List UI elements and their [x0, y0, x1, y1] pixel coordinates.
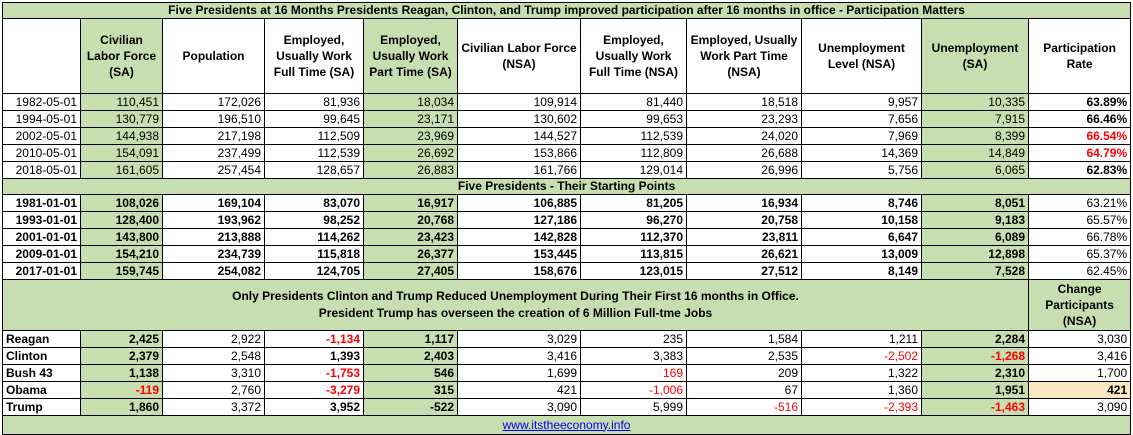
data-cell: 144,527 [458, 128, 581, 145]
data-cell: 3,090 [1029, 399, 1131, 416]
data-cell: 3,090 [458, 399, 581, 416]
header-cell: Civilian Labor Force (SA) [81, 19, 163, 94]
data-cell: 3,029 [458, 331, 581, 348]
data-cell: 2,425 [81, 331, 163, 348]
data-cell: 27,405 [364, 263, 458, 280]
data-cell: 20,768 [364, 212, 458, 229]
row-label-cell: 2018-05-01 [3, 162, 81, 179]
data-cell: -516 [687, 399, 802, 416]
data-cell: 254,082 [163, 263, 265, 280]
header-cell: Civilian Labor Force (NSA) [458, 19, 581, 94]
data-cell: 421 [1029, 382, 1131, 399]
data-cell: -3,279 [265, 382, 364, 399]
data-cell: 8,399 [922, 128, 1029, 145]
table-row [3, 212, 1131, 229]
data-cell: 154,210 [81, 246, 163, 263]
data-cell: 1,699 [458, 365, 581, 382]
data-cell: 106,885 [458, 195, 581, 212]
data-cell: 129,014 [581, 162, 687, 179]
data-cell: 161,766 [458, 162, 581, 179]
report-table [2, 2, 1131, 435]
data-cell: 10,335 [922, 94, 1029, 111]
data-cell: 196,510 [163, 111, 265, 128]
row-label-cell: Trump [3, 399, 81, 416]
data-cell: 7,969 [802, 128, 922, 145]
data-cell: 127,186 [458, 212, 581, 229]
data-cell: 81,440 [581, 94, 687, 111]
data-cell: 209 [687, 365, 802, 382]
data-cell: 8,746 [802, 195, 922, 212]
data-cell: 112,509 [265, 128, 364, 145]
table-row [3, 128, 1131, 145]
data-cell: 65.37% [1029, 246, 1131, 263]
data-cell: 23,171 [364, 111, 458, 128]
row-label-cell: 1981-01-01 [3, 195, 81, 212]
message-row [3, 280, 1131, 331]
data-cell: 1,322 [802, 365, 922, 382]
data-cell: 158,676 [458, 263, 581, 280]
data-cell: 2,922 [163, 331, 265, 348]
header-cell: Unemployment Level (NSA) [802, 19, 922, 94]
data-cell: 1,360 [802, 382, 922, 399]
data-cell: 257,454 [163, 162, 265, 179]
data-cell: 154,091 [81, 145, 163, 162]
data-cell: 315 [364, 382, 458, 399]
data-cell: 2,379 [81, 348, 163, 365]
data-cell: 110,451 [81, 94, 163, 111]
data-cell: -1,134 [265, 331, 364, 348]
row-label-cell: Obama [3, 382, 81, 399]
data-cell: 24,020 [687, 128, 802, 145]
header-cell: Participation Rate [1029, 19, 1131, 94]
data-cell: 23,423 [364, 229, 458, 246]
data-cell: 3,310 [163, 365, 265, 382]
data-cell: 18,034 [364, 94, 458, 111]
data-cell: 169 [581, 365, 687, 382]
data-cell: 62.83% [1029, 162, 1131, 179]
data-cell: 130,602 [458, 111, 581, 128]
data-cell: 6,089 [922, 229, 1029, 246]
data-cell: 3,383 [581, 348, 687, 365]
data-cell: 64.79% [1029, 145, 1131, 162]
data-cell: 65.57% [1029, 212, 1131, 229]
data-cell: 26,377 [364, 246, 458, 263]
data-cell: 8,149 [802, 263, 922, 280]
data-cell: -1,268 [922, 348, 1029, 365]
data-cell: 1,138 [81, 365, 163, 382]
header-cell: Unemployment (SA) [922, 19, 1029, 94]
header-cell: Employed, Usually Work Part Time (NSA) [687, 19, 802, 94]
row-label-cell: Reagan [3, 331, 81, 348]
data-cell: 169,104 [163, 195, 265, 212]
table-row [3, 399, 1131, 416]
data-cell: 10,158 [802, 212, 922, 229]
data-cell: 123,015 [581, 263, 687, 280]
title-row [3, 3, 1131, 19]
data-cell: 113,815 [581, 246, 687, 263]
data-cell: 81,936 [265, 94, 364, 111]
data-cell: 20,758 [687, 212, 802, 229]
data-cell: 14,849 [922, 145, 1029, 162]
header-cell-empty [3, 19, 81, 94]
data-cell: 7,656 [802, 111, 922, 128]
data-cell: -119 [81, 382, 163, 399]
data-cell: 153,445 [458, 246, 581, 263]
table-row [3, 145, 1131, 162]
footer-cell [3, 416, 1131, 435]
summary-message-line2: President Trump has overseen the creation of 6 Million Full-tme Jobs [318, 306, 713, 320]
data-cell: 213,888 [163, 229, 265, 246]
data-cell: 9,957 [802, 94, 922, 111]
data-cell: 217,198 [163, 128, 265, 145]
data-cell: 2,284 [922, 331, 1029, 348]
table-row [3, 246, 1131, 263]
table-row [3, 94, 1131, 111]
row-label-cell: 2009-01-01 [3, 246, 81, 263]
row-label-cell: 1982-05-01 [3, 94, 81, 111]
data-cell: 1,700 [1029, 365, 1131, 382]
data-cell: 161,605 [81, 162, 163, 179]
row-label-cell: 1994-05-01 [3, 111, 81, 128]
data-cell: 1,211 [802, 331, 922, 348]
data-cell: 6,065 [922, 162, 1029, 179]
footer-row [3, 416, 1131, 435]
row-label-cell: Clinton [3, 348, 81, 365]
header-cell: Employed, Usually Work Full Time (SA) [265, 19, 364, 94]
starting-points-section [3, 195, 1131, 280]
data-cell: 112,539 [265, 145, 364, 162]
data-cell: 7,528 [922, 263, 1029, 280]
data-cell: 3,952 [265, 399, 364, 416]
data-cell: 26,688 [687, 145, 802, 162]
data-cell: 112,539 [581, 128, 687, 145]
table-row [3, 348, 1131, 365]
data-cell: 2,310 [922, 365, 1029, 382]
data-cell: 153,866 [458, 145, 581, 162]
data-cell: 26,996 [687, 162, 802, 179]
section-title-row [3, 179, 1131, 195]
table-row [3, 263, 1131, 280]
data-cell: 99,653 [581, 111, 687, 128]
data-cell: -522 [364, 399, 458, 416]
data-cell: 142,828 [458, 229, 581, 246]
data-cell: 109,914 [458, 94, 581, 111]
row-label-cell: 2002-05-01 [3, 128, 81, 145]
data-cell: -1,463 [922, 399, 1029, 416]
data-cell: 16,934 [687, 195, 802, 212]
website-link[interactable]: www.itstheeconomy.info [502, 417, 631, 432]
data-cell: 26,883 [364, 162, 458, 179]
data-cell: 124,705 [265, 263, 364, 280]
table-row [3, 331, 1131, 348]
data-cell: 23,969 [364, 128, 458, 145]
data-cell: 112,809 [581, 145, 687, 162]
data-cell: 26,692 [364, 145, 458, 162]
data-cell: 96,270 [581, 212, 687, 229]
data-cell: 159,745 [81, 263, 163, 280]
table-row [3, 195, 1131, 212]
table-row [3, 162, 1131, 179]
table-row [3, 229, 1131, 246]
data-cell: 3,416 [1029, 348, 1131, 365]
data-cell: 6,647 [802, 229, 922, 246]
data-cell: 115,818 [265, 246, 364, 263]
data-cell: 421 [458, 382, 581, 399]
data-cell: -2,502 [802, 348, 922, 365]
change-section [3, 331, 1131, 416]
report-table-container [2, 2, 1130, 435]
data-cell: 26,621 [687, 246, 802, 263]
row-label-cell: 1993-01-01 [3, 212, 81, 229]
header-cell: Employed, Usually Work Part Time (SA) [364, 19, 458, 94]
data-cell: 66.54% [1029, 128, 1131, 145]
header-cell: Employed, Usually Work Full Time (NSA) [581, 19, 687, 94]
data-cell: 144,938 [81, 128, 163, 145]
data-cell: -1,753 [265, 365, 364, 382]
data-cell: 1,584 [687, 331, 802, 348]
row-label-cell: 2010-05-01 [3, 145, 81, 162]
row-label-cell: 2017-01-01 [3, 263, 81, 280]
data-cell: 63.21% [1029, 195, 1131, 212]
data-cell: 7,915 [922, 111, 1029, 128]
data-cell: 9,183 [922, 212, 1029, 229]
change-participants-header: Change Participants (NSA) [1029, 280, 1131, 331]
data-cell: 16,917 [364, 195, 458, 212]
table-row [3, 111, 1131, 128]
data-cell: 12,898 [922, 246, 1029, 263]
table-row [3, 365, 1131, 382]
data-cell: 3,030 [1029, 331, 1131, 348]
header-row [3, 19, 1131, 94]
data-cell: 83,070 [265, 195, 364, 212]
data-cell: 172,026 [163, 94, 265, 111]
data-cell: 143,800 [81, 229, 163, 246]
summary-message [3, 280, 1029, 331]
data-cell: 1,117 [364, 331, 458, 348]
data-cell: 66.46% [1029, 111, 1131, 128]
data-cell: 546 [364, 365, 458, 382]
data-cell: 235 [581, 331, 687, 348]
header-cell: Population [163, 19, 265, 94]
data-cell: 234,739 [163, 246, 265, 263]
data-cell: 2,760 [163, 382, 265, 399]
data-cell: 8,051 [922, 195, 1029, 212]
sixteen-month-section [3, 94, 1131, 179]
data-cell: 27,512 [687, 263, 802, 280]
data-cell: 99,645 [265, 111, 364, 128]
data-cell: 108,026 [81, 195, 163, 212]
data-cell: 2,548 [163, 348, 265, 365]
data-cell: 1,860 [81, 399, 163, 416]
data-cell: 98,252 [265, 212, 364, 229]
data-cell: 81,205 [581, 195, 687, 212]
data-cell: 130,779 [81, 111, 163, 128]
data-cell: 62.45% [1029, 263, 1131, 280]
data-cell: 1,393 [265, 348, 364, 365]
data-cell: 2,535 [687, 348, 802, 365]
data-cell: -1,006 [581, 382, 687, 399]
data-cell: 23,293 [687, 111, 802, 128]
data-cell: -2,393 [802, 399, 922, 416]
section-title-starting-points: Five Presidents - Their Starting Points [3, 179, 1131, 195]
report-title: Five Presidents at 16 Months Presidents Reagan, Clinton, and Trump improved participation after 16 months in office - Participation Matters [3, 3, 1131, 19]
data-cell: 18,518 [687, 94, 802, 111]
data-cell: 193,962 [163, 212, 265, 229]
data-cell: 23,811 [687, 229, 802, 246]
summary-message-line1: Only Presidents Clinton and Trump Reduced Unemployment During Their First 16 months in Office. [232, 289, 799, 303]
data-cell: 2,403 [364, 348, 458, 365]
row-label-cell: 2001-01-01 [3, 229, 81, 246]
data-cell: 13,009 [802, 246, 922, 263]
data-cell: 1,951 [922, 382, 1029, 399]
data-cell: 63.89% [1029, 94, 1131, 111]
data-cell: 5,999 [581, 399, 687, 416]
data-cell: 66.78% [1029, 229, 1131, 246]
data-cell: 237,499 [163, 145, 265, 162]
row-label-cell: Bush 43 [3, 365, 81, 382]
data-cell: 112,370 [581, 229, 687, 246]
table-row [3, 382, 1131, 399]
data-cell: 128,657 [265, 162, 364, 179]
data-cell: 128,400 [81, 212, 163, 229]
data-cell: 114,262 [265, 229, 364, 246]
data-cell: 3,416 [458, 348, 581, 365]
data-cell: 3,372 [163, 399, 265, 416]
data-cell: 67 [687, 382, 802, 399]
data-cell: 5,756 [802, 162, 922, 179]
data-cell: 14,369 [802, 145, 922, 162]
